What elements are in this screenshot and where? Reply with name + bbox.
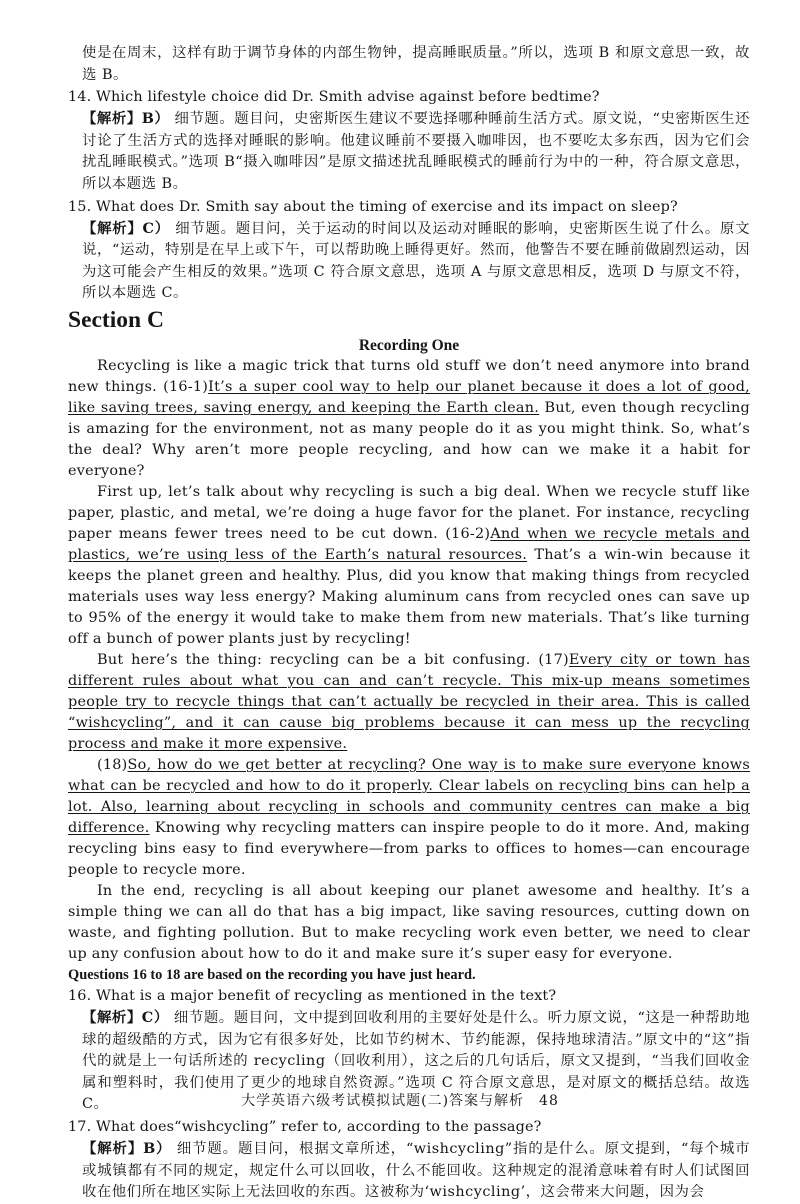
p1-text-a: Recycling is like a magic trick that turns old stuff we don’t need anymore into brand new things. (16-1) [68,357,750,395]
p4-text-b: Knowing why recycling matters can inspire people to do it more. And, making recycling bins easy to find everywhere—from parks to offices to homes—can encourage people to recycle more. [68,819,750,878]
p4-key-sentence: So, how do we get better at recycling? One way is to make sure everyone knows what can be recycled and how to do it properly. Clear labels on recycling bins can help a lot. Also, learning about recycling in schools and community centres can make a big difference. [68,756,750,836]
transcript-paragraph-3 [68,650,750,755]
question-16: 16. What is a major benefit of recycling as mentioned in the text? [68,987,557,1004]
answer-17-text: 细节题。题目问，根据文章所述，“wishcycling”指的是什么。原文提到，“每个城市或城镇都有不同的规定，规定什么可以回收，什么不能回收。这种规定的混淆意味着有时人们试图回收在他们所在地区实际上无法回收的东西。这被称为‘wishcycling’，这会带来大问题，因为会 [82,1140,750,1201]
p3-text-a: But here’s the thing: recycling can be a bit confusing. (17) [97,651,569,668]
page-content [68,43,750,1204]
answer-16-text: 细节题。题目问，文中提到回收利用的主要好处是什么。听力原文说，“这是一种帮助地球的超级酷的方式，因为它有很多好处，比如节约树木、节约能源，保持地球清洁。”原文中的“这”指代的就是上一句话所述的 recycling（回收利用），这之后的几句话后，原文又提到，“当我们回收金属和塑料时，我们使用了更少的地球自然资源。”选项 C 符合原文意思，是对原文的概括总结。故选 C。 [82,1009,750,1113]
answer-14 [82,108,750,195]
p2-text-a: First up, let’s talk about why recycling is such a big deal. When we recycle stuff like paper, plastic, and metal, we’re doing a huge favor for the planet. For instance, recycling paper means fewer trees need to be cut down. (16-2) [68,483,750,542]
p1-key-sentence: It’s a super cool way to help our planet because it does a lot of good, like saving trees, saving energy, and keeping the Earth clean. [68,378,750,416]
p3-key-sentence: Every city or town has different rules about what you can and can’t recycle. This mix-up means sometimes people try to recycle things that can’t actually be recycled in their area. This is called “wishcycling”, and it can cause big problems because it can mess up the recycling process and make it more expensive. [68,651,750,752]
transcript-paragraph-2 [68,482,750,650]
transcript-paragraph-5: In the end, recycling is all about keeping our planet awesome and healthy. It’s a simple thing we can all do that has a big impact, like saving resources, cutting down on waste, and fighting pollution. But to make recycling work even better, we need to clear up any confusion about how to do it and make sure it’s super easy for everyone. [68,882,750,962]
question-17-block [68,1117,750,1204]
question-17: 17. What does“wishcycling” refer to, according to the passage? [68,1118,542,1135]
answer-14-text: 细节题。题目问，史密斯医生建议不要选择哪种睡前生活方式。原文说，“史密斯医生还讨论了生活方式的选择对睡眠的影响。他建议睡前不要摄入咖啡因，也不要吃太多东西，因为它们会扰乱睡眠模式。”选项 B“摄入咖啡因”是原文描述扰乱睡眠模式的睡前行为中的一种，符合原文意思，所以本题选 B。 [82,111,750,192]
question-15: 15. What does Dr. Smith say about the timing of exercise and its impact on sleep? [68,198,678,215]
page-footer: 大学英语六级考试模拟试题(二)答案与解析 48 [241,1093,559,1109]
answer-15 [82,218,750,305]
p4-text-a: (18) [97,756,128,773]
p2-key-sentence: And when we recycle metals and plastics, we’re using less of the Earth’s natural resources. [68,525,750,563]
answer-16-tag: 【解析】C） [82,1008,169,1026]
answer-15-text: 细节题。题目问，关于运动的时间以及运动对睡眠的影响，史密斯医生说了什么。原文说，“运动，特别是在早上或下午，可以帮助晚上睡得更好。然而，他警告不要在睡前做剧烈运动，因为这可能会产生相反的效果。”选项 C 符合原文意思，选项 A 与原文意思相反，选项 D 与原文不符，所以本题选 C。 [82,220,750,302]
prev-answer-continuation: 使是在周末，这样有助于调节身体的内部生物钟，提高睡眠质量。”所以，选项 B 和原文意思一致，故选 B。 [82,45,750,83]
transcript-paragraph-1 [68,356,750,482]
question-14-block [68,87,750,195]
question-14: 14. Which lifestyle choice did Dr. Smith advise against before bedtime? [68,89,600,106]
transcript-paragraph-4 [68,755,750,881]
answer-17 [82,1138,750,1204]
p1-text-b: But, even though recycling is amazing for the environment, not as many people do it as you might think. So, what’s the deal? Why aren’t more people recycling, and how can we make it a habit for everyone? [68,399,750,479]
p2-text-b: That’s a win-win because it keeps the planet green and healthy. Plus, did you know that making things from recycled materials uses way less energy? Making aluminum cans from recycled ones can save up to 95% of the energy it would take to make them from new materials. That’s like turning off a bunch of power plants just by recycling! [68,546,750,647]
answer-15-tag: 【解析】C） [82,219,170,237]
recording-title: Recording One [358,336,460,354]
questions-heading: Questions 16 to 18 are based on the recording you have just heard. [68,966,476,983]
answer-14-tag: 【解析】B） [82,110,170,128]
section-title: Section C [68,306,164,333]
answer-17-tag: 【解析】B） [82,1139,172,1157]
question-15-block [68,197,750,305]
